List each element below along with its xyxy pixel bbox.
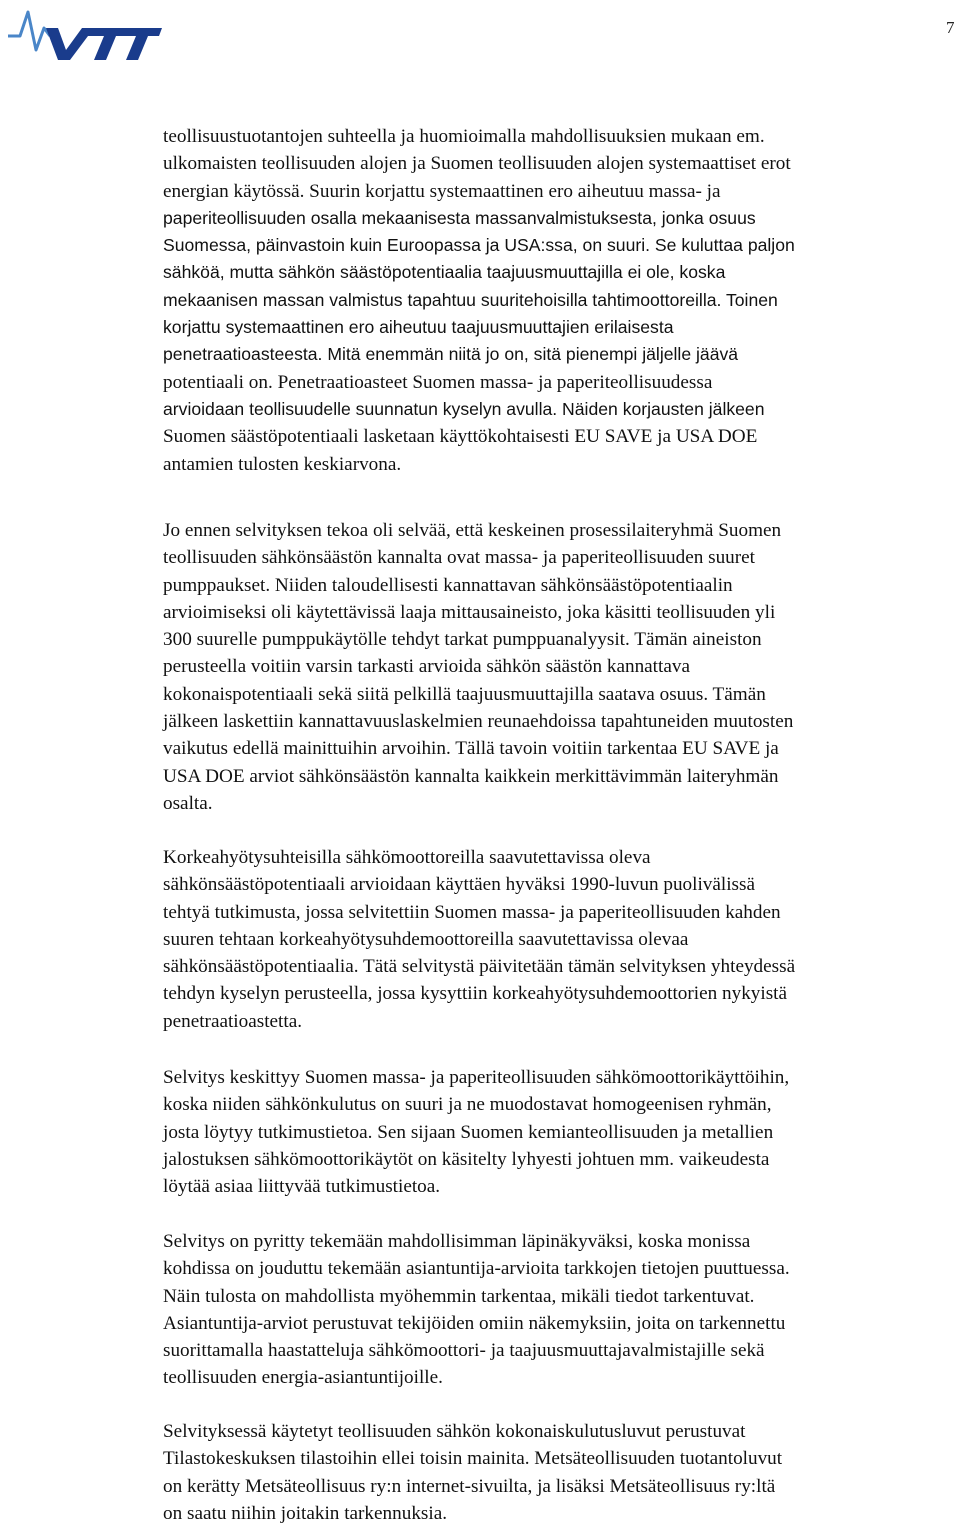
vtt-logo-graphic	[6, 6, 162, 62]
logo-letter-v	[46, 28, 94, 60]
text-line: osalta.	[163, 792, 213, 814]
text-line: 300 suurelle pumppukäytölle tehdyt tarkat pumppuanalyysit. Tämän aineiston	[163, 629, 762, 651]
text-line: sähkönsäästöpotentiaalia. Tätä selvitystä päivitetään tämän selvityksen yhteydessä	[163, 956, 796, 978]
text-line: tehtyä tutkimusta, jossa selvitettiin Suomen massa- ja paperiteollisuuden kahden	[163, 901, 781, 923]
paragraph-2	[163, 517, 793, 817]
text-line: suuren tehtaan korkeahyötysuhdemoottoreilla saavutettavissa olevaa	[163, 928, 689, 950]
text-line: sähköä, mutta sähkön säästöpotentiaalia taajuusmuuttajilla ei ole, koska	[163, 262, 726, 283]
text-line: kokonaispotentiaali sekä siitä pelkillä taajuusmuuttajilla saatava osuus. Tämän	[163, 683, 766, 705]
text-line: penetraatioasteesta. Mitä enemmän niitä jo on, sitä pienempi jäljelle jäävä	[163, 344, 739, 365]
text-line: Selvitys on pyritty tekemään mahdollisimman läpinäkyväksi, koska monissa	[163, 1231, 751, 1252]
text-line: jalostuksen sähkömoottorikäytöt on käsitelty lyhyesti johtuen mm. vaikeudesta	[163, 1148, 770, 1170]
text-line: mekaanisen massan valmistus tapahtuu suuritehoisilla tahtimoottoreilla. Toinen	[163, 289, 778, 310]
text-line: koska niiden sähkönkulutus on suuri ja ne muodostavat homogeenisen ryhmän,	[163, 1094, 772, 1116]
text-line: jälkeen laskettiin kannattavuuslaskelmien reunaehdoissa tapahtuneiden muutosten	[163, 711, 794, 733]
text-line: suorittamalla haastatteluja sähkömoottori- ja taajuusmuuttajavalmistajille sekä	[163, 1340, 765, 1362]
text-line: on saatu niihin joitakin tarkennuksia.	[163, 1502, 448, 1524]
text-line: josta löytyy tutkimustietoa. Sen sijaan Suomen kemianteollisuuden ja metallien	[163, 1121, 774, 1143]
text-line: teollisuuden energia-asiantuntijoille.	[163, 1367, 443, 1389]
text-line: teollisuuden sähkönsäästön kannalta ovat massa- ja paperiteollisuuden suuret	[163, 547, 755, 569]
text-line: pumppaukset. Niiden taloudellisesti kannattavan sähkönsäästöpotentiaalin	[163, 574, 733, 596]
pulse-line-icon	[8, 12, 50, 50]
text-line: kohdissa on jouduttu tekemään asiantuntija-arvioita tarkkojen tietojen puuttuessa.	[163, 1258, 790, 1280]
page-number: 7	[946, 18, 955, 37]
text-line: paperiteollisuuden osalla mekaanisesta massanvalmistuksesta, jonka osuus	[163, 207, 756, 228]
text-line: antamien tulosten keskiarvona.	[163, 453, 402, 475]
text-line: USA DOE arviot sähkönsäästön kannalta kaikkein merkittävimmän laiteryhmän	[163, 765, 779, 787]
text-line: potentiaali on. Penetraatioasteet Suomen massa- ja paperiteollisuudessa	[163, 371, 713, 393]
text-line: perusteella voitiin varsin tarkasti arvioida sähkön säästön kannattava	[163, 656, 690, 678]
text-line: Tilastokeskuksen tilastoihin ellei toisin mainita. Metsäteollisuuden tuotantoluvut	[163, 1448, 783, 1470]
vtt-logo	[6, 6, 162, 62]
text-line: Suomen säästöpotentiaali lasketaan käyttökohtaisesti EU SAVE ja USA DOE	[163, 426, 758, 448]
text-line: Asiantuntija-arviot perustuvat tekijöiden omiin näkemyksiin, joita on tarkennettu	[163, 1312, 786, 1334]
text-line: korjattu systemaattinen ero aiheutuu taajuusmuuttajien erilaisesta	[163, 317, 674, 338]
paragraph-6	[163, 1418, 782, 1527]
text-line: Näin tulosta on mahdollista myöhemmin tarkentaa, mikäli tiedot tarkentuvat.	[163, 1285, 755, 1307]
paragraph-1	[163, 123, 795, 478]
text-line: Selvitys keskittyy Suomen massa- ja paperiteollisuuden sähkömoottorikäyttöihin,	[163, 1067, 790, 1088]
paragraph-5	[163, 1228, 790, 1392]
text-line: on kerätty Metsäteollisuus ry:n internet-sivuilta, ja lisäksi Metsäteollisuus ry:ltä	[163, 1475, 776, 1497]
logo-letter-t2	[121, 28, 162, 60]
text-line: arvioidaan teollisuudelle suunnatun kyselyn avulla. Näiden korjausten jälkeen	[163, 398, 765, 419]
text-line: penetraatioastetta.	[163, 1010, 303, 1032]
text-line: Jo ennen selvityksen tekoa oli selvää, että keskeinen prosessilaiteryhmä Suomen	[163, 520, 782, 541]
paragraph-3	[163, 844, 795, 1035]
text-line: arvioimiseksi oli käytettävissä laaja mittausaineisto, joka käsitti teollisuuden yli	[163, 601, 776, 623]
text-line: Korkeahyötysuhteisilla sähkömoottoreilla saavutettavissa oleva	[163, 847, 651, 868]
text-line: teollisuustuotantojen suhteella ja huomioimalla mahdollisuuksien mukaan em.	[163, 126, 765, 147]
paragraph-4	[163, 1064, 789, 1200]
text-line: Suomessa, päinvastoin kuin Euroopassa ja USA:ssa, on suuri. Se kuluttaa paljon	[163, 235, 795, 256]
text-line: sähkönsäästöpotentiaali arvioidaan käyttäen hyväksi 1990-luvun puolivälissä	[163, 874, 756, 896]
text-line: Selvityksessä käytetyt teollisuuden sähkön kokonaiskulutusluvut perustuvat	[163, 1421, 746, 1442]
text-line: tehdyn kyselyn perusteella, jossa kysyttiin korkeahyötysuhdemoottorien nykyistä	[163, 983, 788, 1005]
text-line: löytää asiaa liittyvää tutkimustietoa.	[163, 1176, 441, 1198]
text-line: energian käytössä. Suurin korjattu systemaattinen ero aiheutuu massa- ja	[163, 180, 721, 202]
text-line: ulkomaisten teollisuuden alojen ja Suomen teollisuuden alojen systemaattiset erot	[163, 153, 791, 175]
text-line: vaikutus edellä mainittuihin arvoihin. Tällä tavoin voitiin tarkentaa EU SAVE ja	[163, 738, 779, 760]
